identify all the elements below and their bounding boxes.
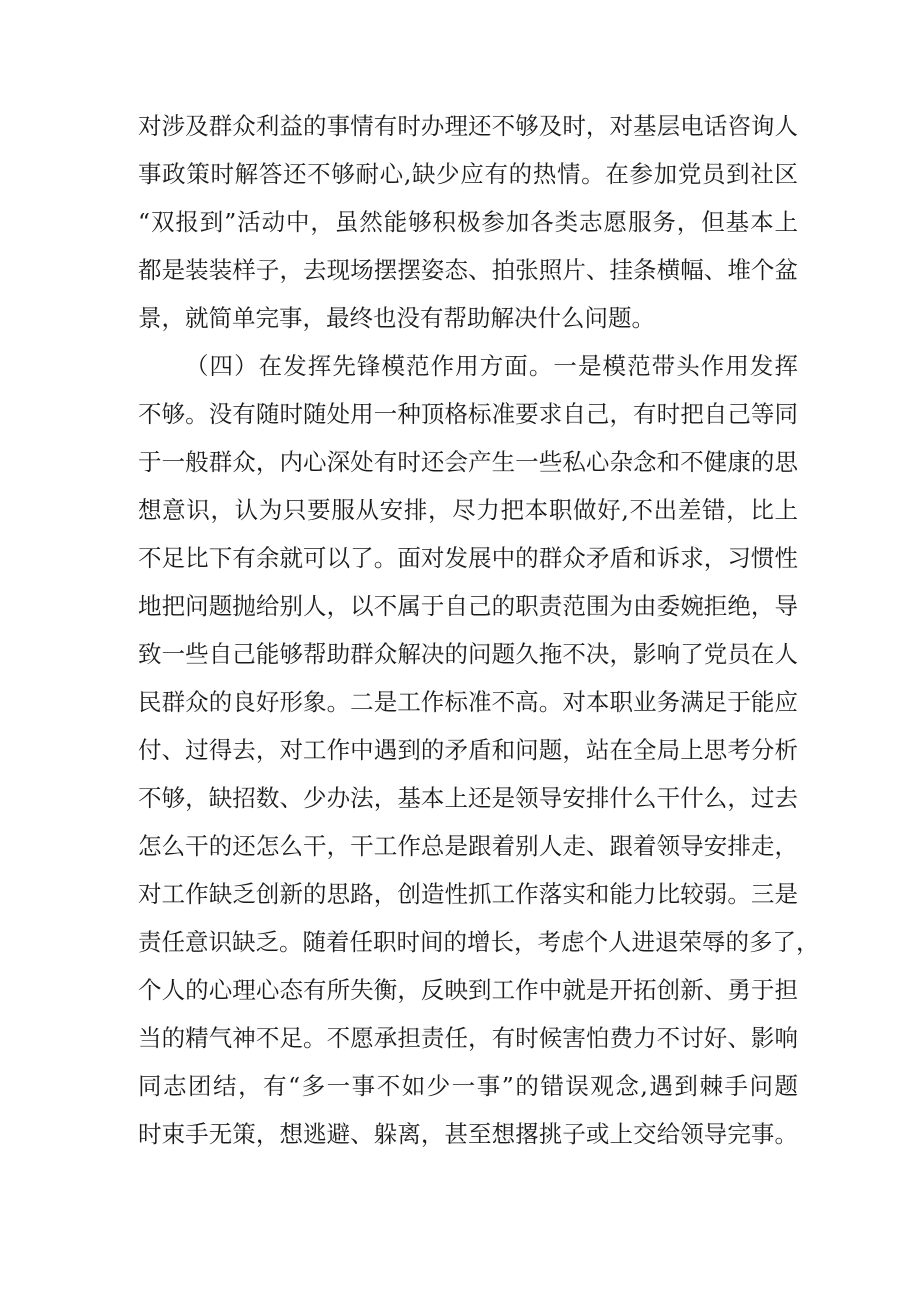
text-line-17: 对工作缺乏创新的思路，创造性抓工作落实和能力比较弱。三是 (138, 880, 798, 908)
section-heading-line: （四）在发挥先锋模范作用方面。一是模范带头作用发挥 (185, 352, 798, 380)
text-line-8: 于一般群众，内心深处有时还会产生一些私心杂念和不健康的思 (138, 448, 798, 476)
text-line-2: 事政策时解答还不够耐心,缺少应有的热情。在参加党员到社区 (138, 160, 798, 188)
text-line-7: 不够。没有随时随处用一种顶格标准要求自己，有时把自己等同 (138, 400, 798, 428)
text-line-10: 不足比下有余就可以了。面对发展中的群众矛盾和诉求，习惯性 (138, 544, 798, 572)
text-line-1: 对涉及群众利益的事情有时办理还不够及时，对基层电话咨询人 (138, 112, 798, 140)
text-line-5: 景，就简单完事，最终也没有帮助解决什么问题。 (138, 304, 655, 332)
text-line-11: 地把问题抛给别人，以不属于自己的职责范围为由委婉拒绝，导 (138, 592, 798, 620)
text-line-20: 当的精气神不足。不愿承担责任，有时候害怕费力不讨好、影响 (138, 1024, 798, 1052)
text-line-13: 民群众的良好形象。二是工作标准不高。对本职业务满足于能应 (138, 688, 798, 716)
text-line-12: 致一些自己能够帮助群众解决的问题久拖不决，影响了党员在人 (138, 640, 798, 668)
text-line-18: 责任意识缺乏。随着任职时间的增长，考虑个人进退荣辱的多了， (138, 928, 820, 956)
text-line-4: 都是装装样子，去现场摆摆姿态、拍张照片、挂条横幅、堆个盆 (138, 256, 798, 284)
text-line-3: “双报到”活动中，虽然能够积极参加各类志愿服务，但基本上 (138, 208, 798, 236)
text-line-21: 同志团结，有“多一事不如少一事”的错误观念,遇到棘手问题 (138, 1072, 798, 1100)
text-line-9: 想意识，认为只要服从安排，尽力把本职做好,不出差错，比上 (138, 496, 798, 524)
text-line-19: 个人的心理心态有所失衡，反映到工作中就是开拓创新、勇于担 (138, 976, 798, 1004)
text-line-14: 付、过得去，对工作中遇到的矛盾和问题，站在全局上思考分析 (138, 736, 798, 764)
text-line-16: 怎么干的还怎么干，干工作总是跟着别人走、跟着领导安排走， (138, 832, 798, 860)
text-line-22: 时束手无策，想逃避、躲离，甚至想撂挑子或上交给领导完事。 (138, 1120, 798, 1148)
text-line-15: 不够，缺招数、少办法，基本上还是领导安排什么干什么，过去 (138, 784, 798, 812)
